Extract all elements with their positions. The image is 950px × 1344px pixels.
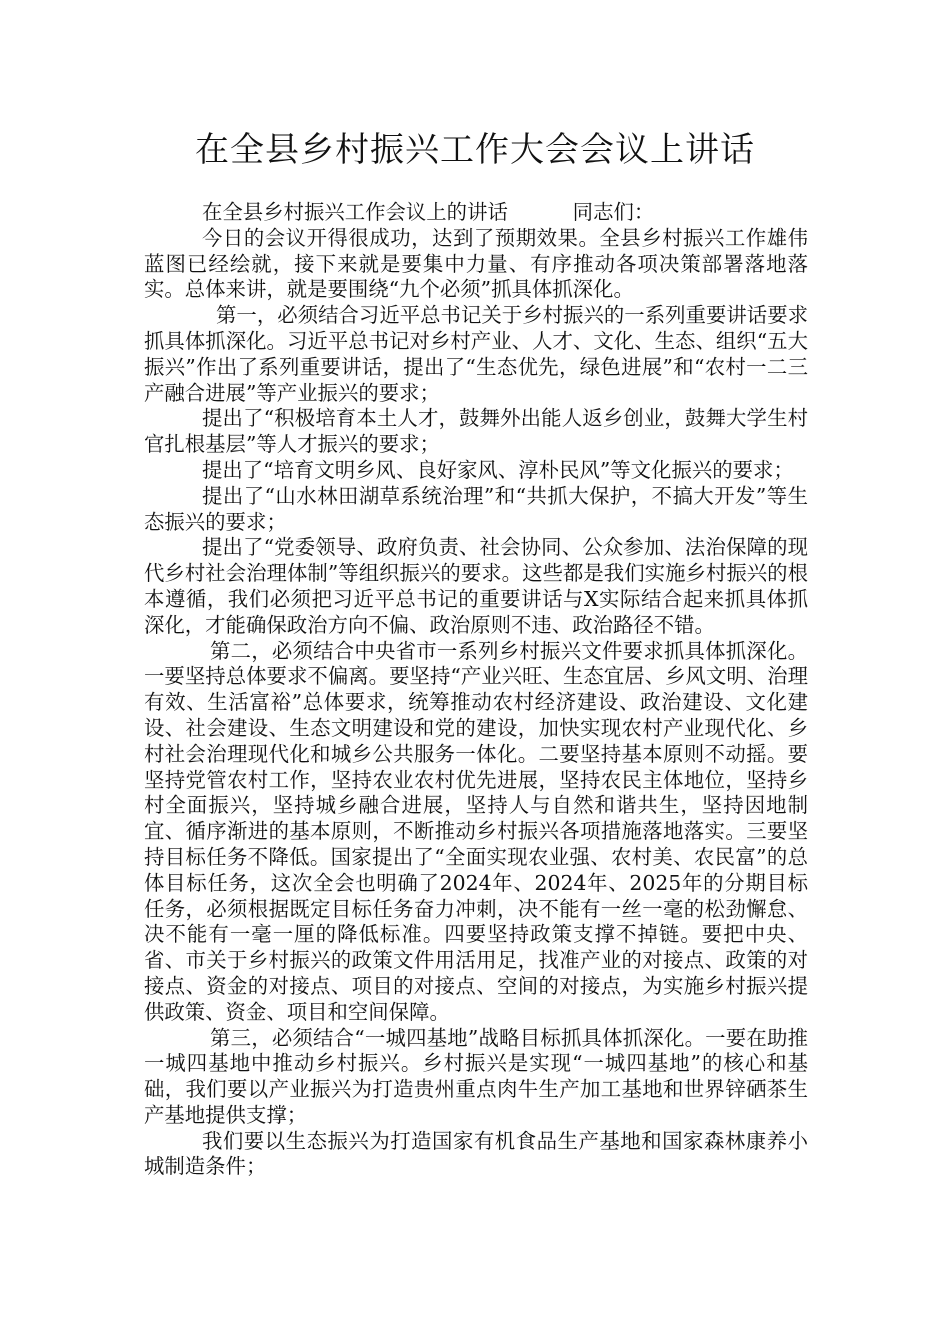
paragraph-4: 提出了“培育文明乡风、良好家风、淳朴民风”等文化振兴的要求； <box>202 457 794 482</box>
paragraph-9: 我们要以生态振兴为打造国家有机食品生产基地和国家森林康养小城制造条件； <box>144 1128 808 1179</box>
paragraph-7: 第二，必须结合中央省市一系列乡村振兴文件要求抓具体抓深化。一要坚持总体要求不偏离。要坚持“产业兴旺、生态宜居、乡风文明、治理有效、生活富裕”总体要求，统筹推动农村经济建设、政治建设、文化建设、社会建设、生态文明建设和党的建设，加快实现农村产业现代化、乡村社会治理现代化和城乡公共服务一体化。二要坚持基本原则不动摇。要坚持党管农村工作，坚持农业农村优先进展，坚持农民主体地位，坚持乡村全面振兴，坚持城乡融合进展，坚持人与自然和谐共生，坚持因地制宜、循序渐进的基本原则，不断推动乡村振兴各项措施落地落实。三要坚持目标任务不降低。国家提出了“全面实现农业强、农村美、农民富”的总体目标任务，这次全会也明确了2024年、2024年、2025年的分期目标任务，必须根据既定目标任务奋力冲刺，决不能有一丝一毫的松劲懈怠、决不能有一毫一厘的降低标准。四要坚持政策支撑不掉链。要把中央、省、市关于乡村振兴的政策文件用活用足，找准产业的对接点、政策的对接点、资金的对接点、项目的对接点、空间的对接点，为实施乡村振兴提供政策、资金、项目和空间保障。 <box>144 638 808 1024</box>
paragraph-5: 提出了“山水林田湖草系统治理”和“共抓大保护，不搞大开发”等生态振兴的要求； <box>144 483 808 534</box>
paragraph-6: 提出了“党委领导、政府负责、社会协同、公众参加、法治保障的现代乡村社会治理体制”等组织振兴的要求。这些都是我们实施乡村振兴的根本遵循，我们必须把习近平总书记的重要讲话与X实际结合起来抓具体抓深化，才能确保政治方向不偏、政治原则不违、政治路径不错。 <box>144 535 808 637</box>
intro-line: 在全县乡村振兴工作会议上的讲话 同志们： <box>202 200 655 224</box>
paragraph-2: 第一，必须结合习近平总书记关于乡村振兴的一系列重要讲话要求抓具体抓深化。习近平总书记对乡村产业、人才、文化、生态、组织“五大振兴”作出了系列重要讲话，提出了“生态优先，绿色进展”和“农村一二三产融合进展”等产业振兴的要求； <box>144 303 808 405</box>
page-title: 在全县乡村振兴工作大会会议上讲话 <box>195 130 755 170</box>
paragraph-3: 提出了“积极培育本土人才，鼓舞外出能人返乡创业，鼓舞大学生村官扎根基层”等人才振兴的要求； <box>144 406 808 457</box>
document-body <box>144 200 808 1180</box>
paragraph-8: 第三，必须结合“一城四基地”战略目标抓具体抓深化。一要在助推一城四基地中推动乡村振兴。乡村振兴是实现“一城四基地”的核心和基础，我们要以产业振兴为打造贵州重点肉牛生产加工基地和世界锌硒茶生产基地提供支撑； <box>144 1025 808 1127</box>
paragraph-1: 今日的会议开得很成功，达到了预期效果。全县乡村振兴工作雄伟蓝图已经绘就，接下来就是要集中力量、有序推动各项决策部署落地落实。总体来讲，就是要围绕“九个必须”抓具体抓深化。 <box>144 225 808 302</box>
